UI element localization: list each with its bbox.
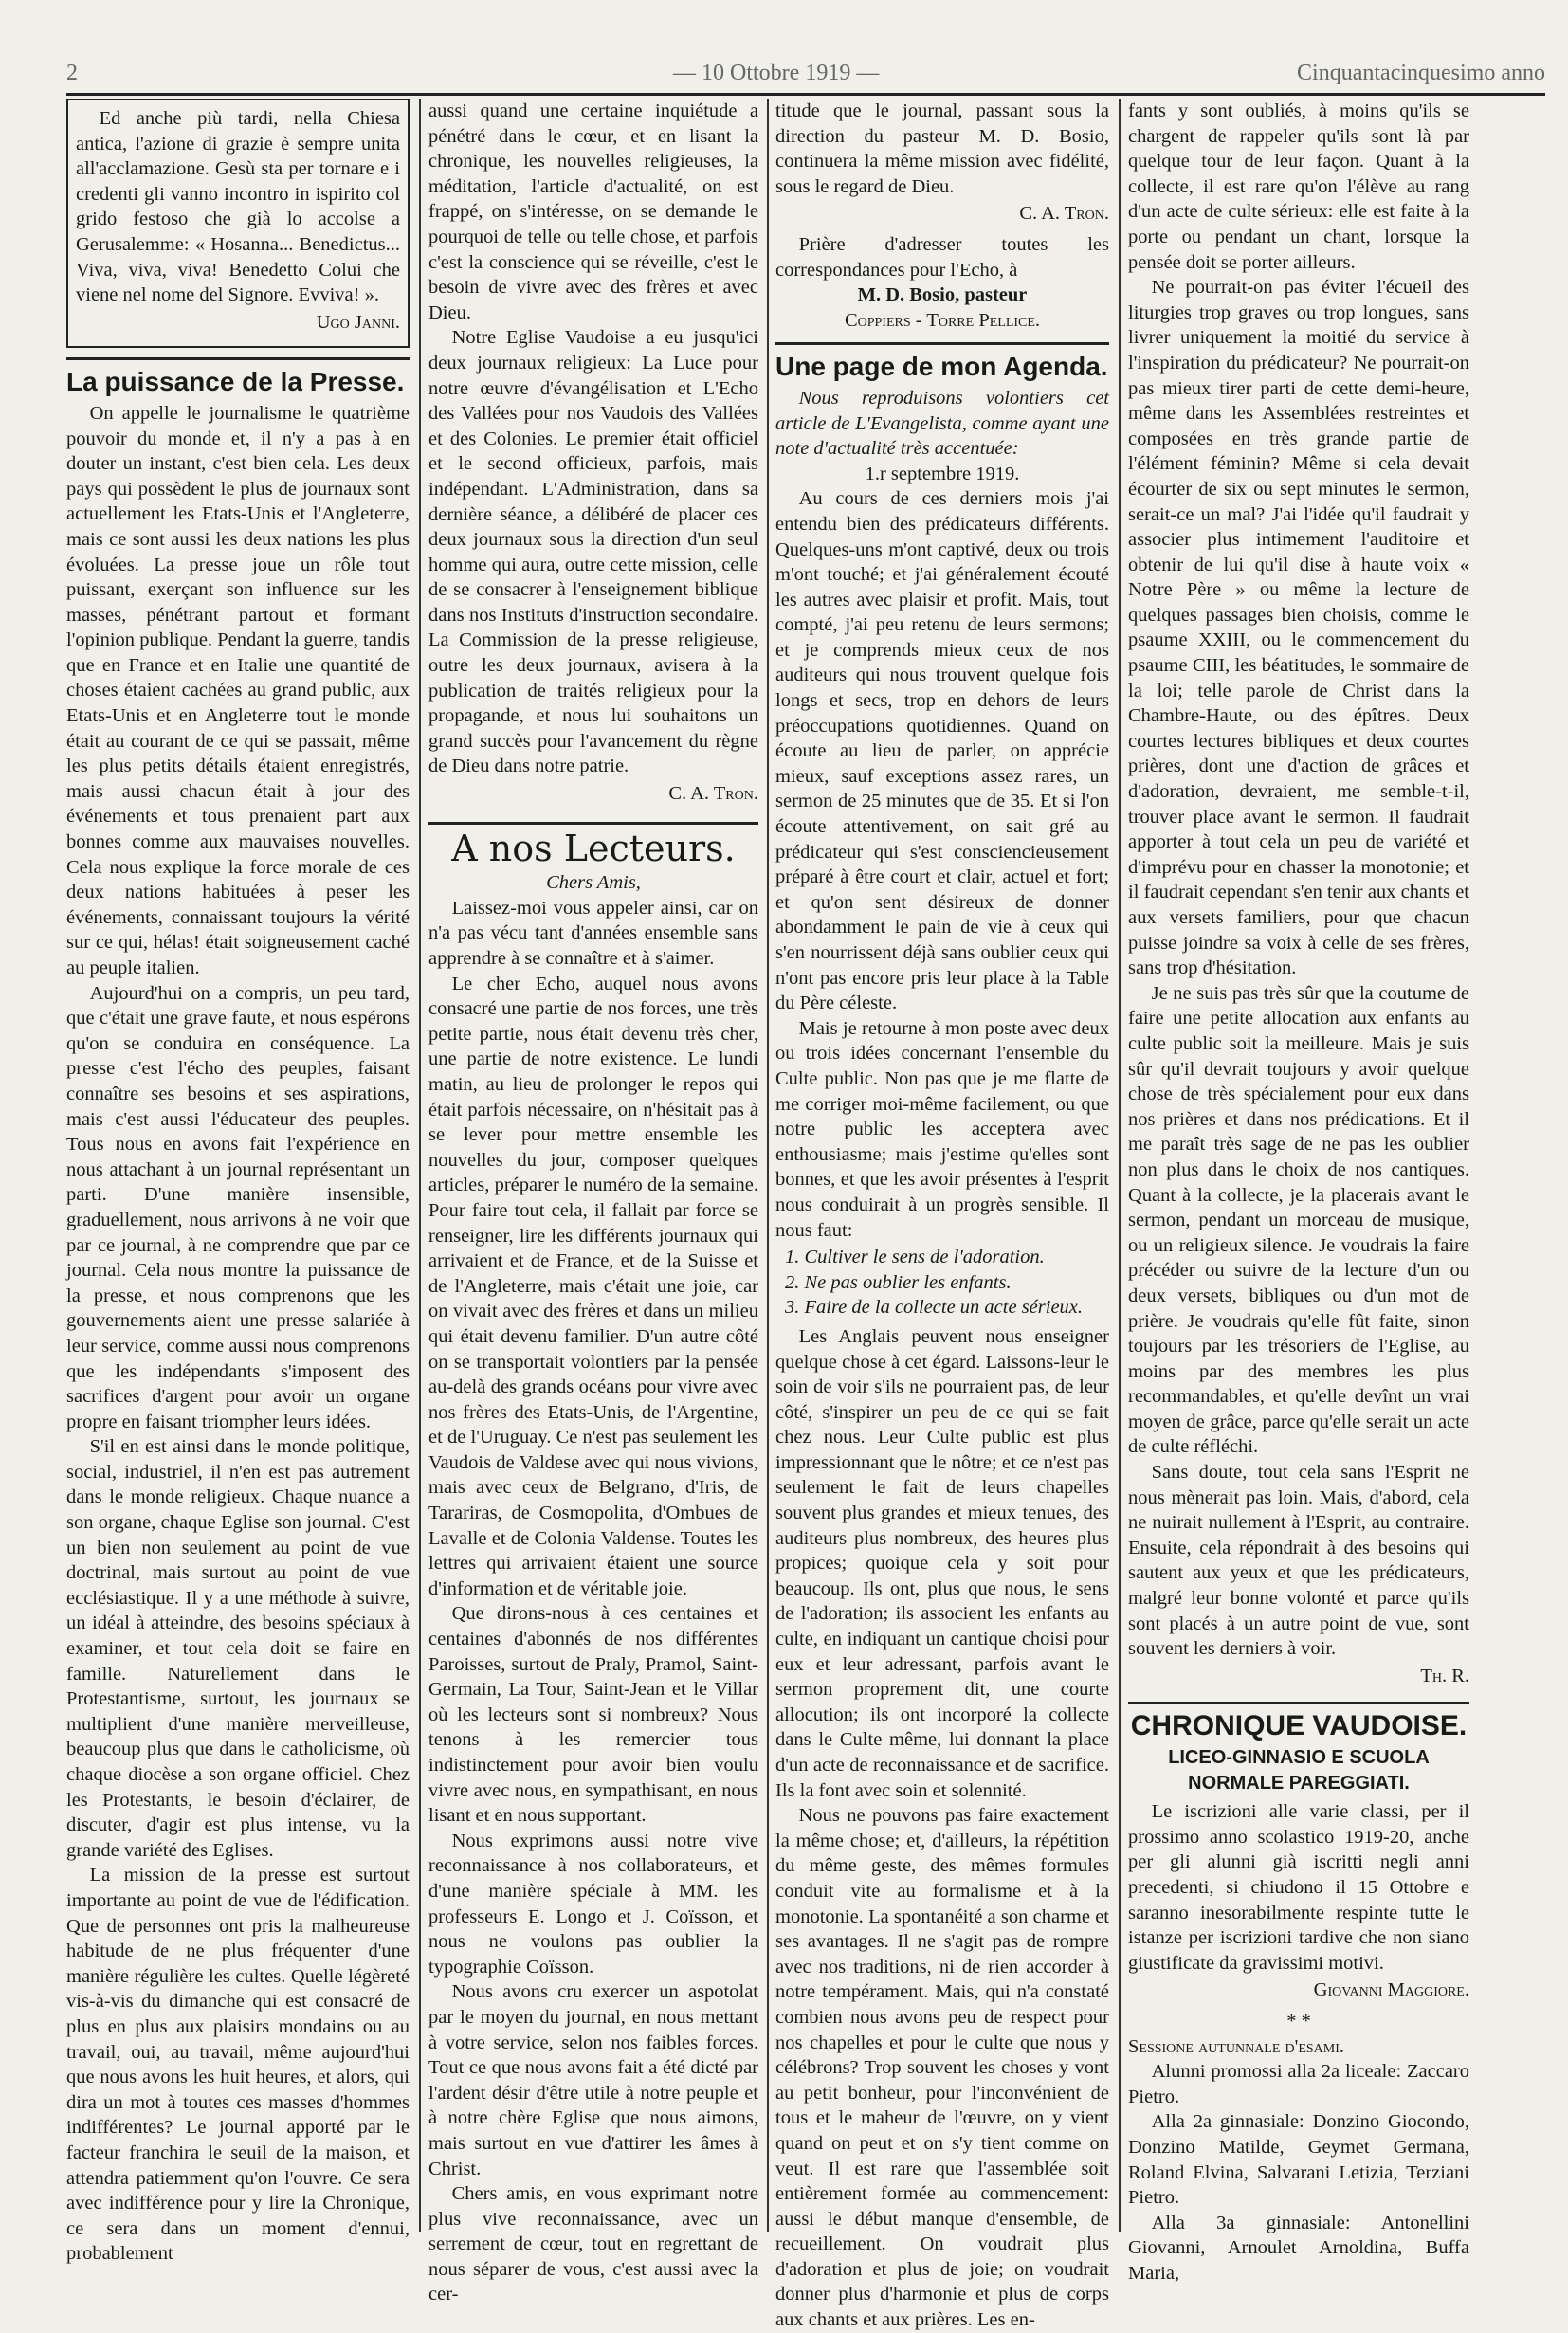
- salutation: Chers Amis,: [546, 872, 641, 894]
- paragraph: Les Anglais peuvent nous enseigner quelque chose à cet égard. Laissons-leur le soin de voir s'ils ne pourraient pas, de leur côté, s'inspirer un peu de ce qui se fait chez nous. Leur Culte public est plus impressionnant que le nôtre; et ce n'est pas seulement le fait de leurs chapelles souvent plus grandes et mieux tenues, des auditeurs plus nombreux, des heures plus propices; quoique cela y soit pour beaucoup. Ils ont, plus que nous, le sens de l'adoration; ils associent les enfants au culte, en indiquant un cantique choisi pour eux et leur adressant, parfois avant le sermon proprement dit, une courte allocution; ils ont incorporé la collecte dans le Culte même, lui donnant la place d'un acte de reconnaissance et de sacrifice. Ils la font avec soin et solennité.: [775, 1325, 1109, 1801]
- intro-box: [66, 99, 410, 348]
- column-rule: [419, 99, 421, 2232]
- column-rule: [1119, 99, 1121, 2232]
- paragraph: La mission de la presse est surtout importante au point de vue de l'édification. Que de personnes ont pris la malheureuse habitude de ne plus fréquenter d'une manière régulière les cultes. Quelle légèreté vis-à-vis du dimanche qui est consacré de plus en plus aux plaisirs mondains ou au travail, oui, au travail, même aujourd'hui que nous avons les huit heures, et alors, qui dira un mot à toutes ces masses d'hommes indifférentes? Le journal apporté par le facteur franchira le seuil de la maison, et attendra patiemment qu'on l'ouvre. Ce sera avec indifférence pour y lire la Chronique, ce sera dans un moment d'ennui, probablement: [66, 1865, 410, 2265]
- paragraph: Mais je retourne à mon poste avec deux ou trois idées concernant l'ensemble du Culte public. Non pas que je me flatte de me corriger moi-même facilement, ou que notre public les acceptera avec enthousiasme; mais j'estime qu'elles sont bonnes, et que les avoir présentes à l'esprit nous conduirait à un progrès sensible. Il nous faut:: [775, 1017, 1109, 1241]
- paragraph: S'il en est ainsi dans le monde politique, social, industriel, il n'en est pas autrement dans le monde religieux. Chaque nuance a son organe, chaque Eglise son journal. C'est un bien non seulement au point de vue doctrinal, mais surtout au point de vue ecclésiastique. Il y a une méthode à suivre, un idéal à atteindre, des besoins spéciaux à examiner, et tout cela doit se faire en famille. Naturellement dans le Protestantisme, surtout, les journaux se multiplient d'une manière merveilleuse, beaucoup plus que dans le catholicisme, où chaque diocèse a son organe officiel. Chez les Protestants, le besoin d'éclairer, de discuter, d'agir est plus intense, vu la grande variété des Eglises.: [66, 1436, 410, 1861]
- page-number: 2: [66, 61, 78, 85]
- paragraph: Alla 3a ginnasiale: Antonellini Giovanni, Arnoulet Arnoldina, Buffa Maria,: [1128, 2212, 1469, 2284]
- paragraph: Ne pourrait-on pas éviter l'écueil des liturgies trop graves ou trop longues, sans livrer uniquement la moitié du service à l'inspiration du prédicateur? Ne pourrait-on pas mieux tirer parti de cette demi-heure, même dans les Assemblées restreintes et composées en très grande partie de l'élément féminin? Même si cela devait écourter de six ou sept minutes le sermon, serait-ce un mal? J'ai l'idée qu'il faudrait y associer plus intimement l'auditoire et obtenir de lui qu'il dise à haute voix « Notre Père » ou même la lecture de quelques passages bien choisis, comme le psaume XXIII, ou le commencement du psaume CIII, les béatitudes, le sommaire de la loi; telle parole de Christ dans la Chambre-Haute, ou des épîtres. Deux courtes lectures bibliques et deux courtes prières, dont une d'action de grâces et d'adoration, devraient, me semble-t-il, trouver place avant le sermon. Il faudrait apporter à tout cela un peu de variété et d'imprévu pour en chasser la monotonie; et il faudrait cependant s'en tenir aux chants et aux versets familiers, pour que chacun puisse joindre sa voix à celle de ses frères, sans trop d'hésitation.: [1128, 277, 1469, 979]
- paragraph: Au cours de ces derniers mois j'ai entendu bien des prédicateurs différents. Quelques-uns m'ont captivé, deux ou trois m'ont touché; et j'ai généralement écouté les autres avec plaisir et profit. Mais, tout compté, j'ai peu retenu de leurs sermons; et je comprends mieux ceux de nos auditeurs qui nous trouvent quelque fois longs et secs, trop en dehors de leurs préoccupations quotidiennes. Quand on écoute au lieu de parler, on apprécie mieux, sauf exceptions assez rares, un sermon de 25 minutes que de 35. Et si l'on écoute attentivement, on sait gré au prédicateur qui s'est consciencieusement préparé à être court et clair, actuel et fort; et qu'on sent désireux de donner abondamment le pain de vie à ceux qui s'en nourrissent déjà sans oublier ceux qui n'ont pas encore pris leur place à la Table du Père céleste.: [775, 488, 1109, 1014]
- paragraph: Le iscrizioni alle varie classi, per il prossimo anno scolastico 1919-20, anche per gli alunni già iscritti negli anni precedenti, si chiudono il 15 Ottobre e saranno inesorabilmente respinte tutte le istanze per iscrizioni tardive che non siano giustificate da gravissimi motivi.: [1128, 1801, 1469, 1974]
- list-item: 3. Faire de la collecte un acte sérieux.: [785, 1297, 1084, 1319]
- volume-label: Cinquantacinquesimo anno: [1297, 61, 1545, 85]
- needs-list: [785, 1245, 1109, 1321]
- article-signature: C. A. Tron.: [1019, 203, 1109, 225]
- list-item: 1. Cultiver le sens de l'adoration.: [785, 1247, 1045, 1268]
- article-title-lecteurs: A nos Lecteurs.: [428, 822, 758, 862]
- paragraph: Aujourd'hui on a compris, un peu tard, que c'était une grave faute, et nous espérons qu'on se conduira en conséquence. La presse c'est l'écho des peuples, faisant connaître ses besoins et ses aspirations, mais c'est aussi l'éducateur des peuples. Tous nous en avons fait l'expérience en nous attachant à un journal représentant un parti. D'une manière insensible, graduellement, nous arrivons à ne voir que par ce journal, à ne comprendre que par ce journal. Cela nous montre la puissance de la presse, et nous comprenons que les gouvernements aient une presse salariée à leur service, comme aussi nous comprenons que les indépendants s'imposent des sacrifices d'argent pour avoir un organe propre en faisant triompher leurs idées.: [66, 982, 410, 1432]
- paragraph: On appelle le journalisme le quatrième pouvoir du monde et, il n'y a pas à en douter un instant, c'est bien cela. Les deux pays qui possèdent le plus de journaux sont actuellement les Etats-Unis et l'Angleterre, mais ce sont aussi les deux nations les plus évoluées. La presse joue un rôle tout puissant, exerçant son influence sur les masses, pénétrant partout et formant l'opinion publique. Pendant la guerre, tandis que en France et en Italie une quantité de choses étaient cachées au grand public, aux Etats-Unis et en Angleterre tout le monde était au courant de ce qui se passait, même les plus petits détails étaient enregistrés, mais aussi chacun était à jour des événements et tous prenaient part aux bonnes comme aux mauvaises nouvelles. Cela nous explique la force morale de ces deux nations habituées à peser les événements, connaissant toujours la vérité sur ce qui, hélas! était soigneusement caché au peuple italien.: [66, 402, 410, 978]
- paragraph: Je ne suis pas très sûr que la coutume de faire une petite allocation aux enfants au culte public soit la meilleure. Mais je suis sûr qu'il devrait toujours y avoir quelque chose de très spécialement pour eux dans nos prières et dans nos prédications. Et il me paraît très sage de ne pas les oublier non plus dans le choix de nos cantiques. Quant à la collecte, je la placerais avant le sermon, pendant un morceau de musique, ou un religieux silence. Je voudrais la faire précéder ou suivre de la lecture d'un ou deux versets, bibliques ou d'un mot de prière. Je voudrais qu'elle fût faite, sinon toujours par les trésoriers de l'Eglise, au moins par des membres les plus recommandables, et qu'elle devînt un vrai moyen de grâce, parce qu'elle serait un acte de culte réfléchi.: [1128, 982, 1469, 1458]
- article-title-presse: La puissance de la Presse.: [66, 357, 410, 395]
- column-rule: [767, 99, 769, 2232]
- paragraph: Que dirons-nous à ces centaines et centaines d'abonnés de nos différentes Paroisses, surtout de Praly, Pramol, Saint-Germain, La Tour, Saint-Jean et le Villar où les lecteurs sont si nombreux? Nous tenons à les remercier tous indistinctement pour avoir bien voulu vivre avec nous, en sympathisant, en nous lisant et en nous supportant.: [428, 1603, 758, 1827]
- paragraph: Sans doute, tout cela sans l'Esprit ne nous mènerait pas loin. Mais, d'abord, cela ne nuirait nullement à l'Esprit, au contraire. Ensuite, cela répondrait à des besoins qui sautent aux yeux et que les prédicateurs, malgré leur bonne volonté et parce qu'ils sont placés à un autre point de vue, sont souvent les derniers à voir.: [1128, 1462, 1469, 1660]
- issue-date: — 10 Ottobre 1919 —: [673, 61, 880, 85]
- paragraph: Nous ne pouvons pas faire exactement la même chose; et, d'ailleurs, la répétition du même geste, des mêmes formules conduit vite au formalisme et à la monotonie. La spontanéité a son charme et ses avantages. Il ne s'agit pas de rompre avec nos traditions, ni de rien accorder à notre tempérament. Mais, qui n'a constaté combien nous avons peu de respect pour nos chapelles et pour le culte que nous y célébrons? Trop souvent les choses y vont au petit bonheur, pour l'inconvénient de tous et le maheur de l'œuvre, on y vient quand on peut et on s'y tient comme on veut. Il est rare que l'assemblée soit entièrement formée au commencement: aussi le début manque d'ensemble, de recueillement. On voudrait plus d'adoration et plus de joie; on voudrait donner plus d'harmonie et plus de corps aux chants et aux prières. Les en-: [775, 1805, 1109, 2331]
- section-title-chronique: CHRONIQUE VAUDOISE.: [1128, 1702, 1469, 1740]
- paragraph: Le cher Echo, auquel nous avons consacré une partie de nos forces, une très petite partie, nous était devenu très cher, une partie de notre existence. Le lundi matin, au lieu de prolonger le repos qui était parfois nécessaire, on n'hésitait pas à se lever pour mettre ensemble les nouvelles du jour, composer quelques articles, préparer le numéro de la semaine. Pour faire tout cela, il fallait par force se renseigner, lire les différents journaux qui arrivaient et de France, et de la Suisse et de l'Angleterre, mais c'était une joie, car on vivait avec des frères et dans un milieu qui était devenu familier. D'un autre côté on se transportait volontiers par la pensée au-delà des grands océans pour vivre avec nos frères des Etats-Unis, de l'Argentine, et de l'Uruguay. Ce n'est pas seulement les Vaudois de Valdese avec qui nous vivions, mais avec ceux de Belgrano, d'Iris, de Tarariras, de Cosmopolita, d'Ombues de Lavalle et de Colonia Valdense. Toutes les lettres qui arrivaient étaient une source d'information et de véritable joie.: [428, 973, 758, 1599]
- column-4: [1128, 99, 1469, 2286]
- paragraph: aussi quand une certaine inquiétude a pénétré dans le cœur, et en lisant la chronique, les nouvelles religieuses, la méditation, l'article d'actualité, on est frappé, on s'intéresse, on se demande le pourquoi de telle ou telle chose, et parfois c'est la conscience qui se réveille, c'est le besoin de vivre avec des frères et avec Dieu.: [428, 100, 758, 323]
- paragraph: Nous exprimons aussi notre vive reconnaissance à nos collaborateurs, et d'une manière spéciale à MM. les professeurs E. Longo et J. Coïsson, et nous ne voulons pas oublier la typographie Coïsson.: [428, 1830, 758, 1978]
- notice-address: Coppiers - Torre Pellice.: [844, 309, 1041, 331]
- column-2: [428, 99, 758, 2307]
- agenda-date: 1.r septembre 1919.: [865, 463, 1020, 484]
- article-title-agenda: Une page de mon Agenda.: [775, 342, 1109, 380]
- article-signature: C. A. Tron.: [668, 783, 758, 805]
- paragraph: Alunni promossi alla 2a liceale: Zaccaro Pietro.: [1128, 2061, 1469, 2107]
- paragraph: Alla 2a ginnasiale: Donzino Giocondo, Donzino Matilde, Geymet Germana, Roland Elvina, Salvarani Letizia, Terziani Pietro.: [1128, 2111, 1469, 2209]
- agenda-intro: Nous reproduisons volontiers cet article de L'Evangelista, comme ayant une note d'actualité très accentuée:: [775, 387, 1109, 460]
- paragraph: Laissez-moi vous appeler ainsi, car on n'a pas vécu tant d'années ensemble sans apprendre à se connaître et à s'aimer.: [428, 897, 758, 969]
- list-item: 2. Ne pas oublier les enfants.: [785, 1271, 1012, 1293]
- article-signature: Giovanni Maggiore.: [1313, 1979, 1469, 2001]
- notice-address: M. D. Bosio, pasteur: [857, 284, 1028, 306]
- session-title: Sessione autunnale d'esami.: [1128, 2035, 1345, 2057]
- paragraph: Nous avons cru exercer un aspotolat par le moyen du journal, en nous mettant à votre service, selon nos faibles forces. Tout ce que nous avons fait a été dicté par l'ardent désir d'être utile à notre peuple et à notre chère Eglise que nous aimons, mais surtout en vue d'attirer les âmes à Christ.: [428, 1981, 758, 2179]
- paragraph: fants y sont oubliés, à moins qu'ils se chargent de rappeler qu'ils sont là par quelque tour de leur façon. Quant à la collecte, il est rare qu'on l'élève au rang d'un acte de culte sérieux: elle est faite à la porte ou pendant un chant, lorsque la pensée doit se porter ailleurs.: [1128, 100, 1469, 273]
- paragraph: Notre Eglise Vaudoise a eu jusqu'ici deux journaux religieux: La Luce pour notre œuvre d'évangélisation et L'Echo des Vallées pour nos Vaudois des Vallées et des Colonies. Le premier était officiel et le second officieux, parfois, mais indépendant. L'Administration, dans sa dernière séance, a délibéré de placer ces deux journaux sous la direction d'un seul homme qui aura, outre cette mission, celle de se consacrer à l'enseignement biblique dans nos Instituts d'instruction secondaire. La Commission de la presse religieuse, outre les deux journaux, avisera à la publication de traités religieux pour la propagande, et nous lui souhaitons un grand succès pour l'avancement du règne de Dieu dans notre patrie.: [428, 327, 758, 777]
- column-1: [66, 99, 410, 2267]
- section-subtitle: LICEO-GINNASIO E SCUOLA NORMALE PAREGGIATI.: [1168, 1747, 1430, 1794]
- intro-text: Ed anche più tardi, nella Chiesa antica, l'azione di grazie è sempre unita all'acclamazione. Gesù sta per tornare e i credenti gli vanno incontro in ispirito col grido festoso che già lo accolse a Gerusalemme: « Hosanna... Benedictus... Viva, viva, viva! Benedetto Colui che viene nel nome del Signore. Evviva! ».: [76, 108, 400, 306]
- column-3: [775, 99, 1109, 2333]
- article-signature: Th. R.: [1420, 1665, 1469, 1686]
- notice-text: Prière d'adresser toutes les correspondances pour l'Echo, à: [775, 233, 1109, 281]
- intro-signature: Ugo Janni.: [316, 311, 400, 333]
- separator-stars: * *: [1286, 2010, 1311, 2032]
- page-header: [66, 57, 1545, 96]
- paragraph: titude que le journal, passant sous la direction du pasteur M. D. Bosio, continuera la même mission avec fidélité, sous le regard de Dieu.: [775, 100, 1109, 197]
- paragraph: Chers amis, en vous exprimant notre plus vive reconnaissance, avec un serrement de cœur, tout en regrettant de nous séparer de vous, c'est aussi avec la cer-: [428, 2183, 758, 2306]
